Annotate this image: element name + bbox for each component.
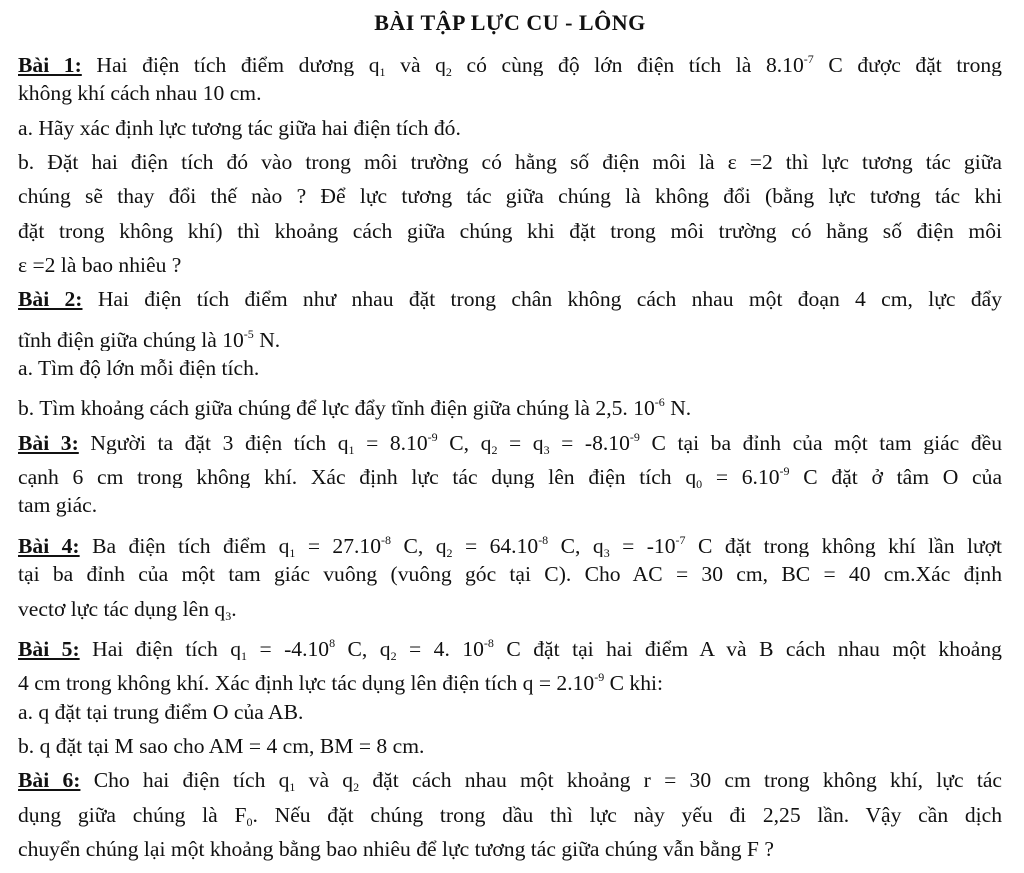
bai4-line2: tại ba đỉnh của một tam giác vuông (vuông góc tại C). Cho AC = 30 cm, BC = 40 cm.Xác định [18, 562, 1002, 587]
bai3-line3: tam giác. [18, 493, 98, 518]
bai1-part-b-line3: đặt trong không khí) thì khoảng cách giữa chúng khi đặt trong môi trường có hằng số điện môi [18, 218, 1002, 243]
bai5-line2: 4 cm trong không khí. Xác định lực tác dụng lên điện tích $q = 2.10^{-9}$ C khi: [18, 670, 664, 695]
worksheet-title: BÀI TẬP LỰC CU - LÔNG [374, 10, 646, 35]
bai4-line1: Bài 4: Ba điện tích điểm $q_1 = 27.10^{-8}$ C, $q_2 = 64.10^{-8}$ C, $q_3 = -10^{-7}$ C đặt trong không khí lần lượt [18, 532, 1002, 558]
bai6-line2: dụng giữa chúng là $F_0$. Nếu đặt chúng trong dầu thì lực này yếu đi 2,25 lần. Vậy cần dịch [18, 802, 1002, 829]
bai2-part-a: a. Tìm độ lớn mỗi điện tích. [18, 356, 260, 381]
bai1-line2: không khí cách nhau 10 cm. [18, 81, 262, 106]
bai4-line3: vectơ lực tác dụng lên $q_3$. [18, 596, 237, 623]
bai3-line2: cạnh 6 cm trong không khí. Xác định lực tác dụng lên điện tích $q_0 = 6.10^{-9}$ C đặt ở tâm O của [18, 464, 1002, 489]
bai6-line1: Bài 6: Cho hai điện tích $q_1$ và $q_2$ đặt cách nhau một khoảng r = 30 cm trong không khí, lực tác [18, 768, 1002, 795]
bai3-line1: Bài 3: Người ta đặt 3 điện tích $q_1 = 8.10^{-9}$ C, $q_2 = q_3 = -8.10^{-9}$ C tại ba đỉnh của một tam giác đều [18, 429, 1002, 455]
bai4-label: Bài 4: [18, 533, 80, 558]
bai2-line2: tĩnh điện giữa chúng là $10^{-5}$ N. [18, 326, 281, 352]
bai5-line1: Bài 5: Hai điện tích $q_1 = -4.10^8$ C, $q_2 = 4$. $10^{-8}$ C đặt tại hai điểm A và B cách nhau một khoảng [18, 635, 1002, 661]
bai6-label: Bài 6: [18, 768, 81, 793]
bai5-label: Bài 5: [18, 636, 80, 661]
bai2-line1: Bài 2: Hai điện tích điểm như nhau đặt trong chân không cách nhau một đoạn 4 cm, lực đẩy [18, 287, 1002, 312]
bai6-line3: chuyển chúng lại một khoảng bằng bao nhiêu để lực tương tác giữa chúng vẫn bằng F ? [18, 836, 774, 861]
bai3-label: Bài 3: [18, 430, 79, 455]
bai1-label: Bài 1: [18, 53, 82, 77]
bai1-part-b-line2: chúng sẽ thay đổi thế nào ? Để lực tương tác giữa chúng là không đổi (bằng lực tương tác khi [18, 184, 1002, 209]
bai5-part-a: a. q đặt tại trung điểm O của AB. [18, 699, 304, 724]
bai1-part-a: a. Hãy xác định lực tương tác giữa hai điện tích đó. [18, 115, 461, 140]
bai1-line1: Bài 1: Hai điện tích điểm dương $q_1$ và $q_2$ có cùng độ lớn điện tích là $8.10^{-7}$ C được đặt trong [18, 52, 1002, 77]
bai2-label: Bài 2: [18, 287, 83, 312]
bai2-part-b: b. Tìm khoảng cách giữa chúng để lực đẩy tĩnh điện giữa chúng là 2,5. $10^{-6}$ N. [18, 395, 692, 420]
bai1-part-b-line1: b. Đặt hai điện tích đó vào trong môi trường có hằng số điện môi là ε =2 thì lực tương tác giữa [18, 150, 1002, 175]
bai5-part-b: b. q đặt tại M sao cho AM = 4 cm, BM = 8 cm. [18, 733, 425, 758]
bai1-part-b-line4: ε =2 là bao nhiêu ? [18, 253, 182, 278]
